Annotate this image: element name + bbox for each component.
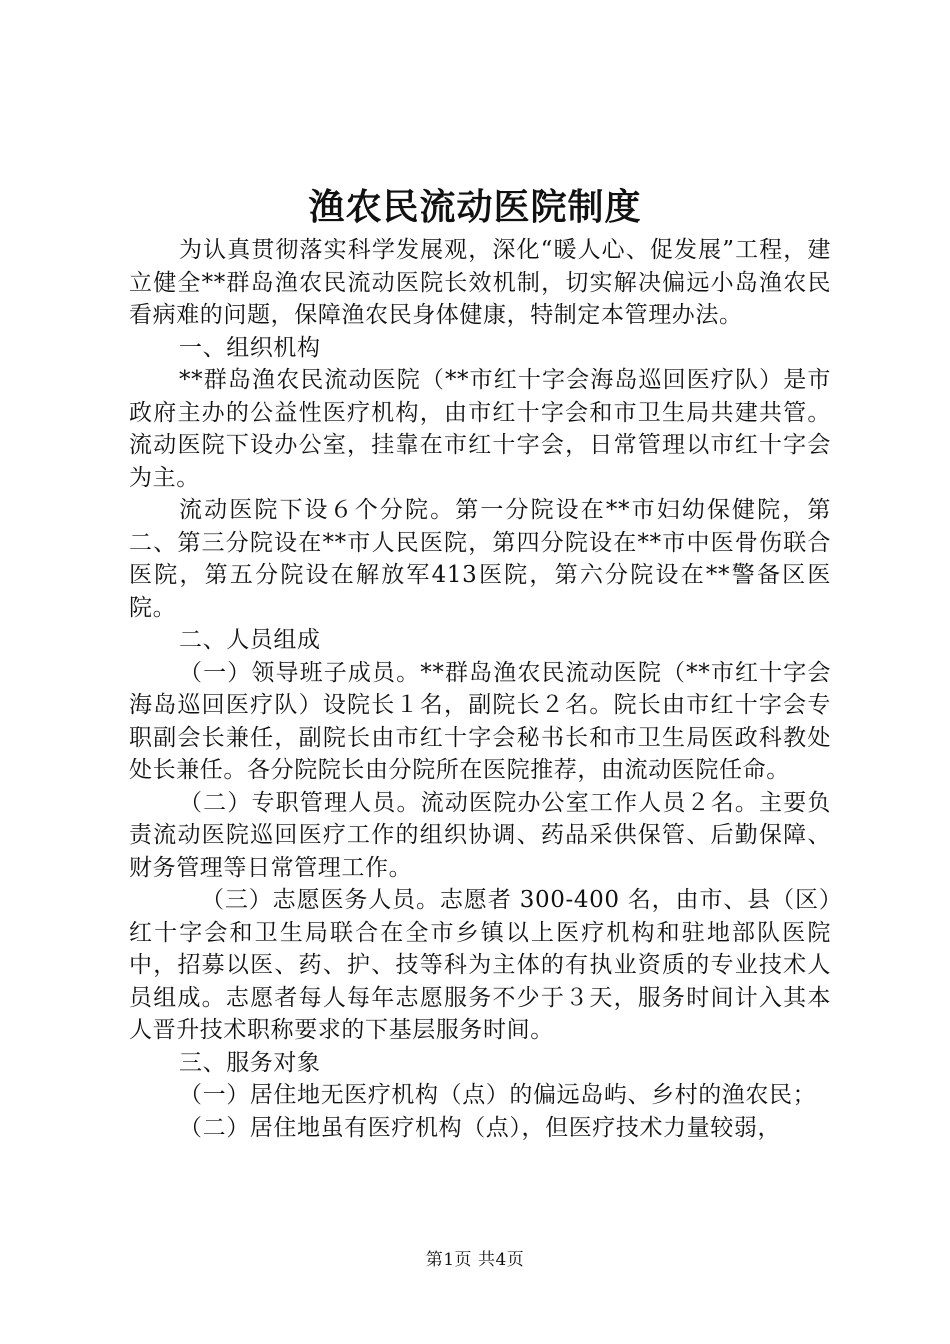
paragraph-leadership: （一）领导班子成员。**群岛渔农民流动医院（**市红十字会海岛巡回医疗队）设院长１名，副院长２名。院长由市红十字会专职副会长兼任，副院长由市红十字会秘书长和市卫生局医政科教处处长兼任。各分院院长由分院所在医院推荐，由流动医院任命。 [129,659,831,783]
document-title: 渔农民流动医院制度 [308,186,642,228]
document-body [129,234,831,1144]
paragraph-management-staff: （二）专职管理人员。流动医院办公室工作人员２名。主要负责流动医院巡回医疗工作的组织协调、药品采供保管、后勤保障、财务管理等日常管理工作。 [129,789,831,881]
section-heading-service-targets: 三、服务对象 [179,1049,321,1076]
section-heading-personnel: 二、人员组成 [179,627,321,653]
paragraph-branches: 流动医院下设６个分院。第一分院设在**市妇幼保健院，第二、第三分院设在**市人民医院，第四分院设在**市中医骨伤联合医院，第五分院设在解放军413医院，第六分院设在**警备区医院。 [129,497,831,621]
page-footer: 第1页 共4页 [425,1250,525,1270]
section-heading-organization: 一、组织机构 [179,334,321,361]
paragraph-organization: **群岛渔农民流动医院（**市红十字会海岛巡回医疗队）是市政府主办的公益性医疗机构，由市红十字会和市卫生局共建共管。流动医院下设办公室，挂靠在市红十字会，日常管理以市红十字会为主。 [129,367,831,491]
paragraph-target-1: （一）居住地无医疗机构（点）的偏远岛屿、乡村的渔农民； [179,1082,817,1108]
paragraph-target-2: （二）居住地虽有医疗机构（点），但医疗技术力量较弱， [179,1114,782,1141]
paragraph-volunteers: （三）志愿医务人员。志愿者 300-400 名，由市、县（区）红十字会和卫生局联合在全市乡镇以上医疗机构和驻地部队医院中，招募以医、药、护、技等科为主体的有执业资质的专业技术人员组成。志愿者每人每年志愿服务不少于３天，服务时间计入其本人晋升技术职称要求的下基层服务时间。 [129,887,831,1043]
paragraph-intro: 为认真贯彻落实科学发展观，深化“暖人心、促发展”工程，建立健全**群岛渔农民流动医院长效机制，切实解决偏远小岛渔农民看病难的问题，保障渔农民身体健康，特制定本管理办法。 [129,237,831,328]
